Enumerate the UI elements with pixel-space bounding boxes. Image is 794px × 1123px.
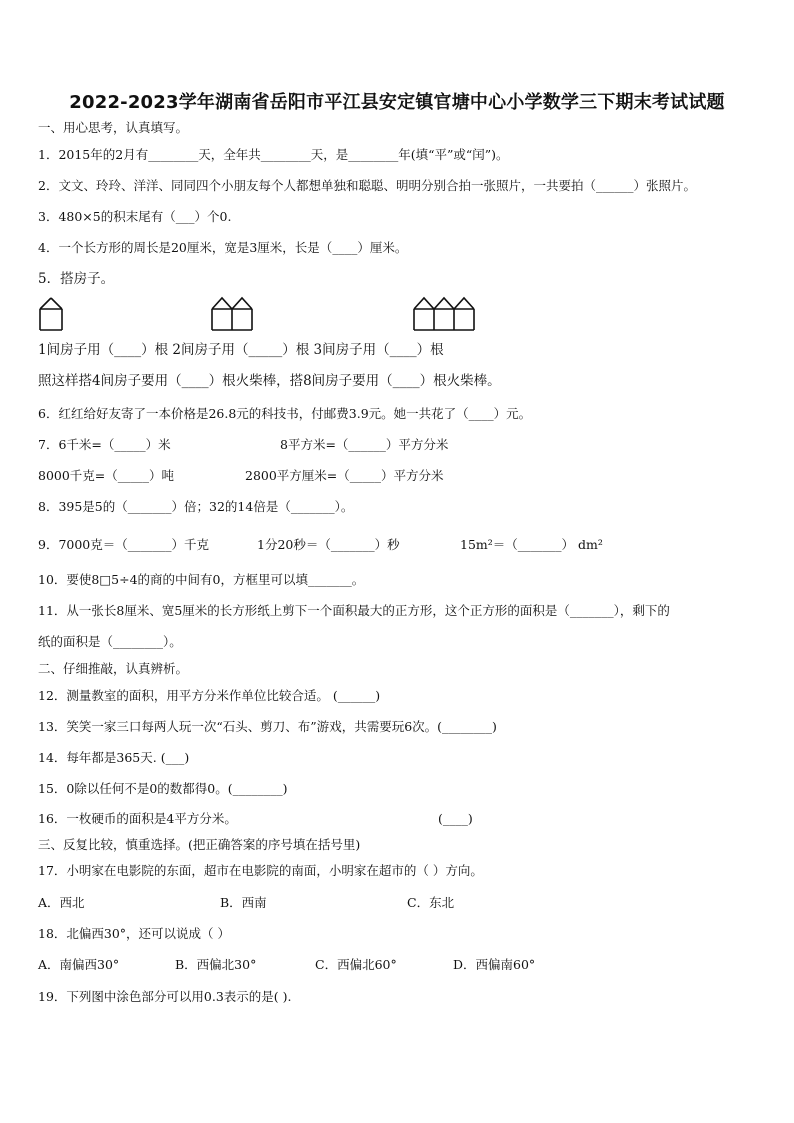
question-10: 10．要使8□5÷4的商的中间有0，方框里可以填_______。 xyxy=(38,572,365,587)
question-15: 15．0除以任何不是0的数都得0。(________) xyxy=(38,781,288,796)
question-3: 3．480×5的积末尾有（___）个0. xyxy=(38,209,232,224)
question-11-line-2: 纸的面积是（________）。 xyxy=(38,634,182,649)
two-houses-figure xyxy=(210,296,256,332)
question-14: 14．每年都是365天. (___) xyxy=(38,750,190,765)
question-18-option-b: B．西偏北30° xyxy=(175,957,257,972)
question-4: 4．一个长方形的周长是20厘米，宽是3厘米，长是（____）厘米。 xyxy=(38,240,408,255)
question-17: 17．小明家在电影院的东面，超市在电影院的南面，小明家在超市的（ ）方向。 xyxy=(38,863,483,878)
question-18-option-c: C．西偏北60° xyxy=(315,957,397,972)
question-17-option-b: B．西南 xyxy=(220,895,267,910)
question-18-option-d: D．西偏南60° xyxy=(453,957,536,972)
section-1-heading: 一、用心思考，认真填写。 xyxy=(38,120,189,135)
question-16: 16．一枚硬币的面积是4平方分米。 xyxy=(38,811,237,826)
question-12: 12．测量教室的面积，用平方分米作单位比较合适。 (______) xyxy=(38,688,381,703)
question-9-c: 15m²＝（_______） dm² xyxy=(460,537,603,552)
question-16-answer-blank: (____) xyxy=(438,811,473,826)
three-houses-figure xyxy=(412,296,476,332)
section-3-heading: 三、反复比较，慎重选择。(把正确答案的序号填在括号里) xyxy=(38,837,361,852)
question-17-option-a: A．西北 xyxy=(38,895,85,910)
question-8: 8．395是5的（_______）倍；32的14倍是（_______）。 xyxy=(38,499,354,514)
question-11-line-1: 11．从一张长8厘米、宽5厘米的长方形纸上剪下一个面积最大的正方形，这个正方形的面积是（_______），剩下的 xyxy=(38,603,670,618)
question-7-c: 8000千克=（_____）吨 xyxy=(38,468,175,483)
question-9-b: 1分20秒＝（_______）秒 xyxy=(257,537,400,552)
question-18: 18．北偏西30°，还可以说成（ ） xyxy=(38,926,231,941)
section-2-heading: 二、仔细推敲，认真辨析。 xyxy=(38,661,189,676)
page-title: 2022-2023学年湖南省岳阳市平江县安定镇官塘中心小学数学三下期末考试试题 xyxy=(69,92,725,113)
one-house-figure xyxy=(38,296,64,332)
question-9-a: 9．7000克＝（_______）千克 xyxy=(38,537,210,552)
question-13: 13．笑笑一家三口每两人玩一次“石头、剪刀、布”游戏，共需要玩6次。(________) xyxy=(38,719,497,734)
question-6: 6．红红给好友寄了一本价格是26.8元的科技书，付邮费3.9元。她一共花了（____）元。 xyxy=(38,406,532,421)
question-17-option-c: C．东北 xyxy=(407,895,455,910)
question-19: 19．下列图中涂色部分可以用0.3表示的是( ). xyxy=(38,989,292,1004)
question-18-option-a: A．南偏西30° xyxy=(38,957,120,972)
question-5: 5．搭房子。 xyxy=(38,271,115,287)
question-7-b: 8平方米=（______）平方分米 xyxy=(280,437,449,452)
question-1: 1．2015年的2月有________天，全年共________天，是________年(填“平”或“闰”)。 xyxy=(38,147,509,162)
question-5-line-2: 照这样搭4间房子要用（____）根火柴棒，搭8间房子要用（____）根火柴棒。 xyxy=(38,373,501,389)
question-7-a: 7．6千米=（_____）米 xyxy=(38,437,171,452)
question-5-line-1: 1间房子用（____）根 2间房子用（_____）根 3间房子用（____）根 xyxy=(38,342,444,358)
question-2: 2．文文、玲玲、洋洋、同同四个小朋友每个人都想单独和聪聪、明明分别合拍一张照片，一共要拍（______）张照片。 xyxy=(38,178,696,193)
matchstick-houses-figure xyxy=(38,296,498,332)
question-7-d: 2800平方厘米=（_____）平方分米 xyxy=(245,468,444,483)
